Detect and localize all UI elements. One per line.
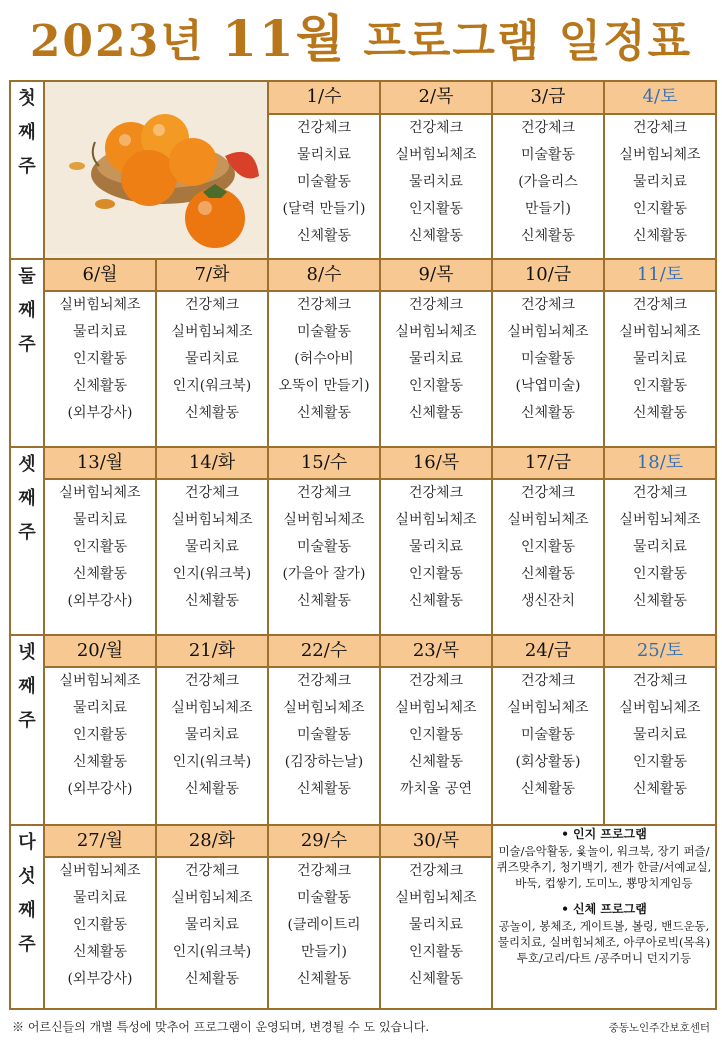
program-legend [492,825,716,1009]
day-header: 8/수 [268,259,380,291]
day-cell: 건강체크 실버힘뇌체조 물리치료 인지(워크북) 신체활동 [156,667,268,825]
day-header: 24/금 [492,635,604,667]
day-header: 9/목 [380,259,492,291]
day-cell: 실버힘뇌체조 물리치료 인지활동 신체활동 (외부강사) [44,857,156,1009]
week-label-1: 첫 째 주 [10,81,44,259]
day-cell: 건강체크 실버힘뇌체조 물리치료 인지(워크북) 신체활동 [156,479,268,635]
day-cell: 건강체크 실버힘뇌체조 물리치료 인지활동 신체활동 [604,114,716,259]
footnote: ※ 어르신들의 개별 특성에 맞추어 프로그램이 운영되며, 변경될 수 도 있습니다. [12,1020,430,1034]
week-label-3: 셋 째 주 [10,447,44,635]
day-cell: 건강체크 실버힘뇌체조 물리치료 인지활동 신체활동 [380,114,492,259]
day-cell: 건강체크 실버힘뇌체조 물리치료 인지활동 신체활동 [380,857,492,1009]
day-header: 14/화 [156,447,268,479]
schedule-table [9,80,717,1010]
day-header: 23/목 [380,635,492,667]
day-header: 27/월 [44,825,156,857]
day-header: 13/월 [44,447,156,479]
day-header: 29/수 [268,825,380,857]
day-header: 10/금 [492,259,604,291]
day-cell: 건강체크 미술활동 (가을리스 만들기) 신체활동 [492,114,604,259]
physical-title: • 신체 프로그램 [561,902,647,916]
day-cell: 건강체크 미술활동 (허수아비 오뚝이 만들기) 신체활동 [268,291,380,447]
day-header: 3/금 [492,81,604,114]
day-cell: 실버힘뇌체조 물리치료 인지활동 신체활동 (외부강사) [44,479,156,635]
day-header-saturday: 4/토 [604,81,716,114]
title-year: 2023년 [29,16,205,67]
day-header: 22/수 [268,635,380,667]
day-header: 30/목 [380,825,492,857]
center-name: 중동노인주간보호센터 [608,1022,710,1034]
day-cell: 건강체크 미술활동 (클레이트리 만들기) 신체활동 [268,857,380,1009]
cognitive-legend [493,826,715,891]
day-cell: 건강체크 물리치료 미술활동 (달력 만들기) 신체활동 [268,114,380,259]
day-cell: 건강체크 실버힘뇌체조 물리치료 인지(워크북) 신체활동 [156,291,268,447]
page-title [0,6,722,72]
day-header: 20/월 [44,635,156,667]
persimmon-image [45,82,268,254]
day-cell: 건강체크 실버힘뇌체조 물리치료 인지활동 신체활동 [380,291,492,447]
day-header: 28/화 [156,825,268,857]
day-header: 17/금 [492,447,604,479]
day-cell: 건강체크 실버힘뇌체조 인지활동 신체활동 생신잔치 [492,479,604,635]
week-label-5: 다 섯 째 주 [10,825,44,1009]
persimmon-illustration [44,81,268,259]
day-header-saturday: 18/토 [604,447,716,479]
week-label-4: 넷 째 주 [10,635,44,825]
day-cell: 건강체크 실버힘뇌체조 물리치료 인지(워크북) 신체활동 [156,857,268,1009]
day-cell: 실버힘뇌체조 물리치료 인지활동 신체활동 (외부강사) [44,667,156,825]
title-rest: 프로그램 일정표 [363,16,693,67]
title-month: 11월 [222,9,346,68]
day-header: 1/수 [268,81,380,114]
day-cell: 실버힘뇌체조 물리치료 인지활동 신체활동 (외부강사) [44,291,156,447]
physical-text: 공놀이, 봉체조, 게이트볼, 볼링, 밴드운동, 물리치료, 실버힘뇌체조, 아쿠아로빅(목욕) 투호/고리/다트 /공주머니 던지기등 [497,919,711,965]
day-cell: 건강체크 실버힘뇌체조 미술활동 (가을아 잘가) 신체활동 [268,479,380,635]
day-header-saturday: 11/토 [604,259,716,291]
day-header: 6/월 [44,259,156,291]
day-cell: 건강체크 실버힘뇌체조 인지활동 신체활동 까치울 공연 [380,667,492,825]
day-header: 16/목 [380,447,492,479]
week-label-2: 둘 째 주 [10,259,44,447]
day-header-saturday: 25/토 [604,635,716,667]
day-header: 15/수 [268,447,380,479]
day-cell: 건강체크 실버힘뇌체조 미술활동 (낙엽미술) 신체활동 [492,291,604,447]
day-header: 7/화 [156,259,268,291]
cognitive-title: • 인지 프로그램 [561,827,647,841]
cognitive-text: 미술/음악활동, 윷놀이, 워크북, 장기 퍼즐/퀴즈맞추기, 청기백기, 젠가 한글/서예교실, 바둑, 컵쌓기, 도미노, 뿅망치게임등 [496,844,712,890]
day-header: 21/화 [156,635,268,667]
day-cell: 건강체크 실버힘뇌체조 물리치료 인지활동 신체활동 [380,479,492,635]
physical-legend [493,901,715,966]
day-header: 2/목 [380,81,492,114]
day-cell: 건강체크 실버힘뇌체조 물리치료 인지활동 신체활동 [604,479,716,635]
day-cell: 건강체크 실버힘뇌체조 물리치료 인지활동 신체활동 [604,667,716,825]
day-cell: 건강체크 실버힘뇌체조 물리치료 인지활동 신체활동 [604,291,716,447]
day-cell: 건강체크 실버힘뇌체조 미술활동 (김장하는날) 신체활동 [268,667,380,825]
day-cell: 건강체크 실버힘뇌체조 미술활동 (회상활동) 신체활동 [492,667,604,825]
